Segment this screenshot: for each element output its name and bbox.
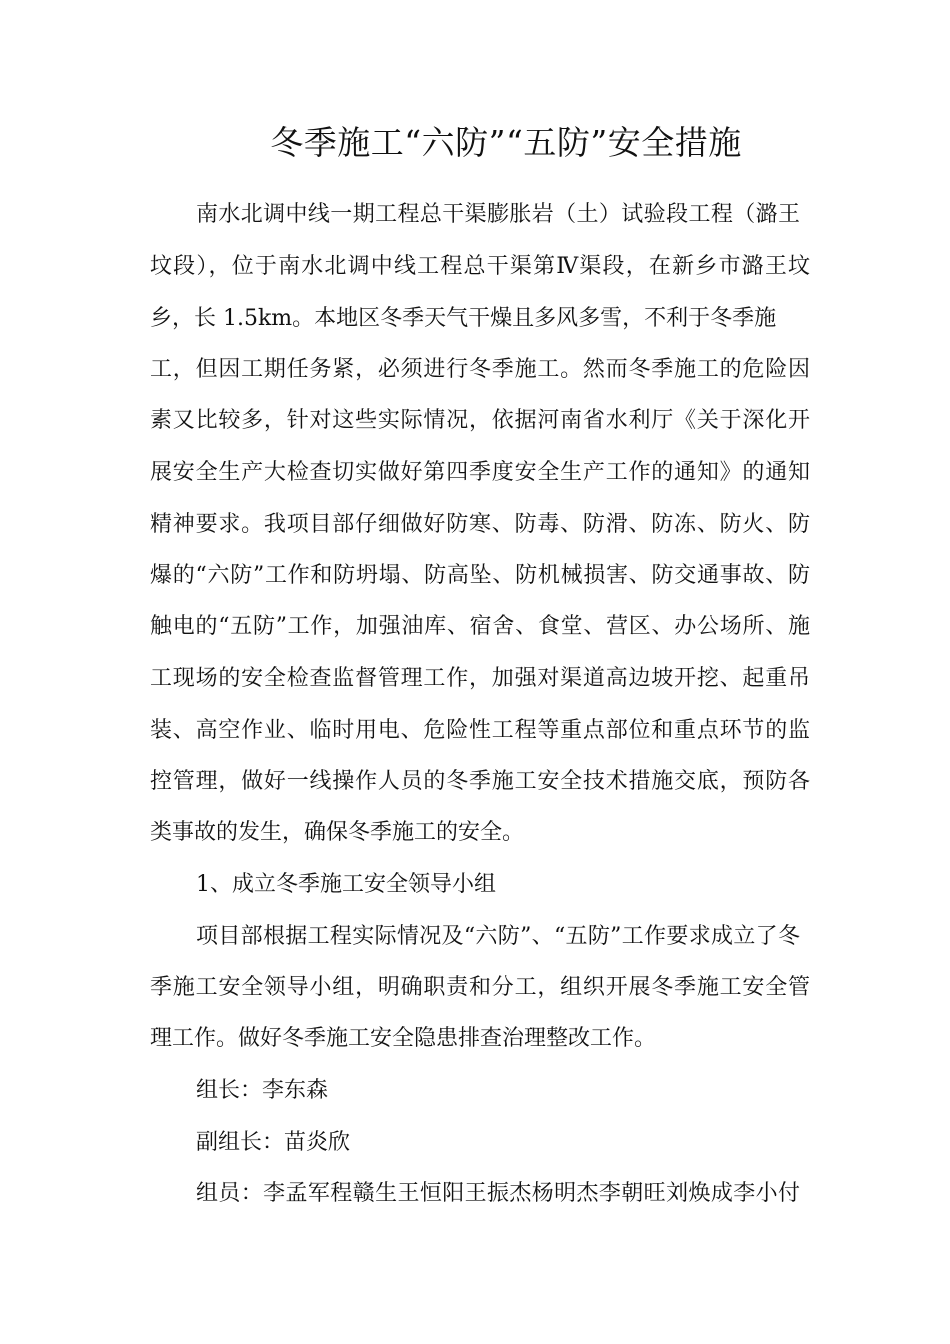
group-deputy-leader: 副组长：苗炎欣 [196, 1130, 351, 1155]
group-leader: 组长：李东森 [196, 1078, 329, 1103]
intro-line: 装、高空作业、临时用电、危险性工程等重点部位和重点环节的监 [150, 718, 810, 743]
intro-line: 工，但因工期任务紧，必须进行冬季施工。然而冬季施工的危险因 [150, 357, 810, 382]
intro-line: 精神要求。我项目部仔细做好防寒、防毒、防滑、防冻、防火、防 [150, 512, 810, 537]
group-members: 组员：李孟军程赣生王恒阳王振杰杨明杰李朝旺刘焕成李小付 [196, 1181, 800, 1206]
section1-line: 项目部根据工程实际情况及“六防”、“五防”工作要求成立了冬 [196, 924, 800, 949]
intro-line: 展安全生产大检查切实做好第四季度安全生产工作的通知》的通知 [150, 460, 810, 485]
section-heading: 1、成立冬季施工安全领导小组 [196, 872, 496, 897]
section1-line: 季施工安全领导小组，明确职责和分工，组织开展冬季施工安全管 [150, 975, 810, 1000]
intro-line: 坟段），位于南水北调中线工程总干渠第Ⅳ渠段，在新乡市潞王坟 [150, 254, 810, 279]
document-title: 冬季施工“六防”“五防”安全措施 [270, 123, 742, 162]
intro-line: 类事故的发生，确保冬季施工的安全。 [150, 820, 525, 845]
intro-line: 工现场的安全检查监督管理工作，加强对渠道高边坡开挖、起重吊 [150, 666, 810, 691]
intro-line: 爆的“六防”工作和防坍塌、防高坠、防机械损害、防交通事故、防 [150, 563, 810, 588]
intro-line: 控管理，做好一线操作人员的冬季施工安全技术措施交底，预防各 [150, 769, 810, 794]
intro-line: 素又比较多，针对这些实际情况，依据河南省水利厅《关于深化开 [150, 408, 810, 433]
section1-line: 理工作。做好冬季施工安全隐患排查治理整改工作。 [150, 1026, 657, 1051]
intro-line: 乡，长 1.5km。本地区冬季天气干燥且多风多雪，不利于冬季施 [150, 306, 777, 331]
intro-line: 触电的“五防”工作，加强油库、宿舍、食堂、营区、办公场所、施 [150, 614, 810, 639]
intro-line: 南水北调中线一期工程总干渠膨胀岩（土）试验段工程（潞王 [196, 202, 800, 227]
